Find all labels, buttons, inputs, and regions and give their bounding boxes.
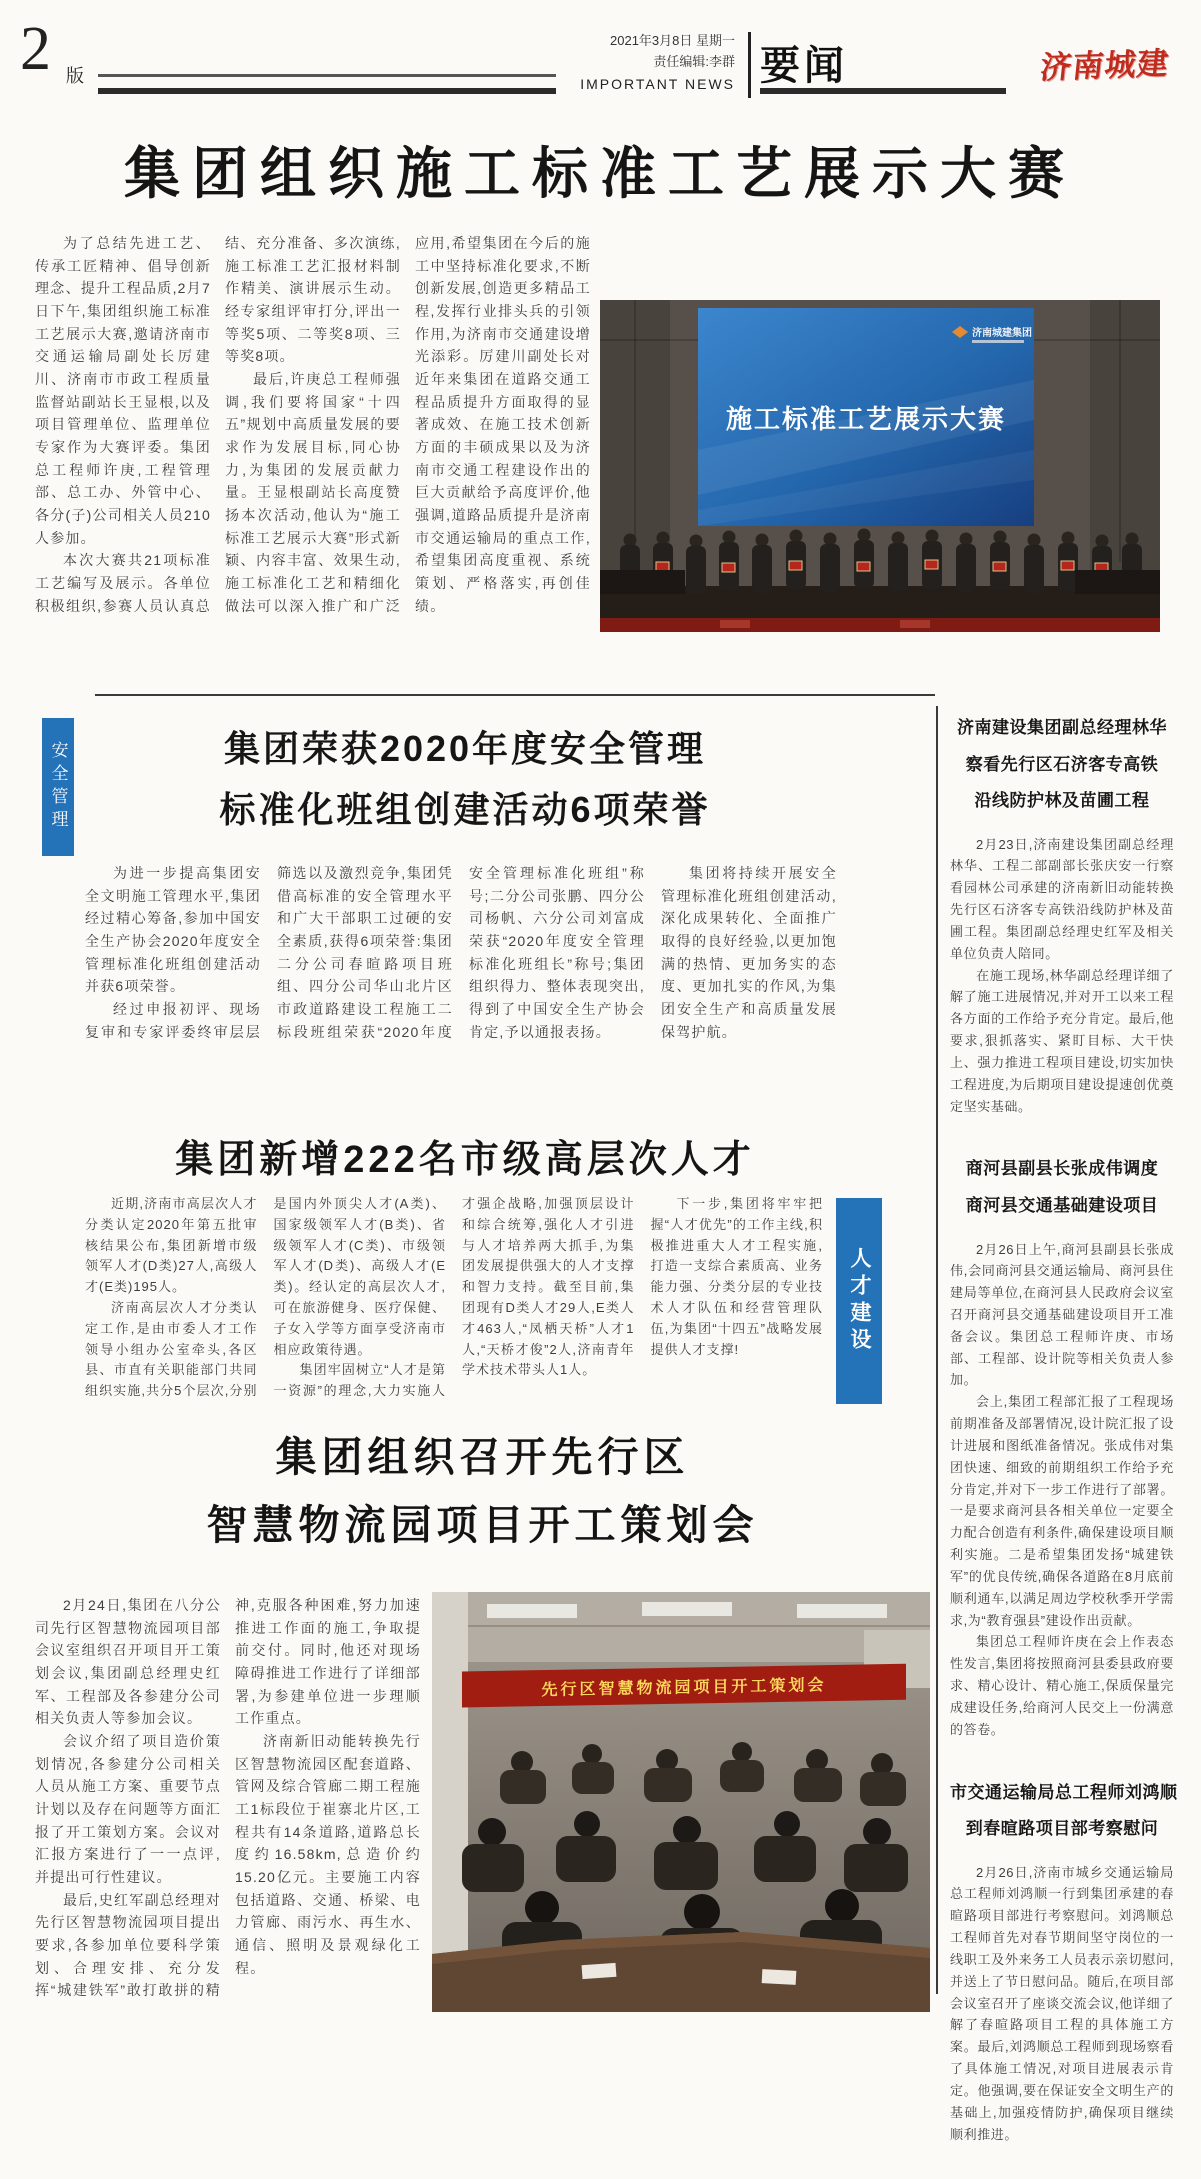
page-number: 2: [20, 15, 51, 83]
logistics-headline: [35, 1424, 930, 1559]
header-rule-right: [760, 88, 1006, 94]
paragraph: 2月26日上午,商河县副县长张成伟,会同商河县交通运输局、商河县住建局等单位,在商河县人民政府会议室召开商河县交通基础建设项目开工准备会议。集团总工程师许庚、市场部、工程部、设计院等相关负责人参加。: [950, 1241, 1174, 1388]
section-name-en: IMPORTANT NEWS: [580, 75, 735, 92]
safety-headline: [85, 718, 845, 840]
meeting-room-illustration: [432, 1592, 930, 2012]
meeting-room-photo: [432, 1592, 930, 2012]
paragraph: 2月23日,济南建设集团副总经理林华、工程二部副部长张庆安一行察看园林公司承建的济南新旧动能转换先行区石济客专高铁沿线防护林及苗圃工程。集团副总经理史红军及相关单位负责人陪同。: [950, 836, 1174, 961]
paragraph: 会议介绍了项目造价策划情况,各参建分公司相关人员从施工方案、重要节点计划以及存在问题等方面汇报了开工策划方案。会议对汇报方案进行了一一点评,并提出可行性建议。: [35, 1733, 221, 1886]
safety-headline-line: 集团荣获2020年度安全管理: [223, 728, 707, 769]
paragraph: 近期,济南市高层次人才分类认定2020年第五批审核结果公布,集团新增市级领军人才(D类)27人,高级人才(E类)195人。: [85, 1196, 258, 1295]
paragraph: 为了总结先进工艺、传承工匠精神、倡导创新理念、提升工程品质,2月7日下午,集团组织施工标准工艺展示大赛,邀请济南市交通运输局副处长厉建川、济南市市政工程质量监督站副站长王显根,以及项目管理单位、监理单位专家作为大赛评委。集团总工程师许庚,工程管理部、总工办、外管中心、各分(子)公司相关人员210人参加。: [35, 235, 211, 546]
paragraph: 会上,集团工程部汇报了工程现场前期准备及部署情况,设计院汇报了设计进展和图纸准备情况。张成伟对集团快速、细致的前期组织工作给予充分肯定,并对下一步工作进行了部署。一是要求商河县各相关单位一定要全力配合创造有利条件,确保建设项目顺利实施。二是希望集团发扬“城建铁军”的优良传统,确保各道路在8月底前顺利通车,以满足周边学校秋季开学需求,为“教育强县”建设作出贡献。: [950, 1394, 1174, 1628]
logistics-headline-line: 智慧物流园项目开工策划会: [206, 1501, 759, 1548]
right-column-divider: [936, 706, 938, 1994]
section-divider-horizontal: [95, 694, 935, 696]
right-article-shanghe: [950, 1151, 1174, 1740]
newspaper-masthead: 济南城建: [1038, 45, 1171, 86]
lead-article-body: [35, 232, 591, 684]
right-article-linhua-body: [950, 834, 1174, 1118]
section-name-cn: 要闻: [760, 44, 848, 88]
talent-headline: 集团新增222名市级高层次人才: [175, 1139, 755, 1181]
award-ceremony-illustration: [600, 300, 1160, 632]
headline-line: 商河县副县长张成伟调度: [965, 1159, 1159, 1179]
headline-line: 察看先行区石济客专高铁: [965, 754, 1159, 774]
award-ceremony-photo: [600, 300, 1160, 632]
led-banner-text: 先行区智慧物流园项目开工策划会: [541, 1677, 827, 1700]
logistics-headline-line: 集团组织召开先行区: [275, 1434, 690, 1480]
paragraph: 2月26日,济南市城乡交通运输局总工程师刘鸿顺一行到集团承建的春暄路项目部进行考察慰问。刘鸿顺总工程师首先对春节期间坚守岗位的一线职工及外来务工人员表示亲切慰问,并送上了节日慰问品。随后,在项目部会议室召开了座谈交流会议,他详细了解了春暄路项目工程的具体施工方案。最后,刘鸿顺总工程师到现场察看了具体施工情况,对项目进展表示肯定。他强调,要在保证安全文明生产的基础上,加强疫情防护,确保项目继续顺利推进。: [950, 1864, 1174, 2142]
right-article-liuhongshun-body: [950, 1862, 1174, 2146]
right-article-liuhongshun-headline: [950, 1775, 1178, 1848]
paragraph: 集团将持续开展安全管理标准化班组创建活动,深化成果转化、全面推广取得的良好经验,以更加饱满的热情、更加务实的态度、更加扎实的作风,为集团安全生产和高质量发展保驾护航。: [661, 865, 837, 1040]
talent-article-body: [85, 1194, 823, 1420]
right-column: [950, 710, 1178, 2179]
right-article-liuhongshun: [950, 1775, 1178, 2146]
paragraph: 集团牢固树立“人才是第一资源”的理念,大力实施人才强企战略,加强顶层设计和综合统筹,强化人才引进与人才培养两大抓手,为集团发展提供强大的人才支撑和智力支持。截至目前,集团现有D类人才29人,E类人才463人,“凤栖天桥”人才1人,“天桥才俊”2人,济南青年学术技术带头人1人。: [273, 1196, 635, 1399]
right-article-shanghe-body: [950, 1239, 1174, 1741]
paragraph: 最后,许庚总工程师强调,我们要将国家“十四五”规划中高质量发展的要求作为发展目标,同心协力,为集团的发展贡献力量。王显根副站长高度赞扬本次活动,他认为“施工标准工艺展示大赛”形式新颖、内容丰富、效果生动,施工标准化工艺和精细化做法可以深入推广和广泛应用,希望集团在今后的施工中坚持标准化要求,不断创新发展,创造更多精品工程,发挥行业排头兵的引领作用,为济南市交通建设增光添彩。厉建川副处长对近年来集团在道路交通工程品质提升方面取得的显著成效、在施工技术创新方面的丰硕成果以及为济南市交通工程建设作出的巨大贡献给予高度评价,他强调,道路品质提升是济南市交通运输局的重点工作,希望集团高度重视、系统策划、严格落实,再创佳绩。: [225, 235, 591, 614]
edition-date: 2021年3月8日 星期一: [610, 33, 735, 48]
right-article-shanghe-headline: [950, 1151, 1174, 1224]
paragraph: 为进一步提高集团安全文明施工管理水平,集团经过精心筹备,参加中国安全生产协会2020年度安全管理标准化班组创建活动并获6项荣誉。: [85, 865, 261, 995]
safety-article-body: [85, 862, 837, 1108]
edition-info: [455, 30, 735, 96]
page-number-label: 版: [66, 66, 84, 86]
paragraph: 2月24日,集团在八分公司先行区智慧物流园项目部会议室组织召开项目开工策划会议,集团副总经理史红军、工程部及各参建分公司相关负责人等参加会议。: [35, 1597, 221, 1727]
paragraph: 下一步,集团将牢牢把握“人才优先”的工作主线,积极推进重大人才工程实施,打造一支综合素质高、业务能力强、分类分层的专业技术人才队伍和经营管理队伍,为集团“十四五”战略发展提供人才支撑!: [650, 1196, 823, 1357]
paragraph: 经过申报初评、现场复审和专家评委终审层层筛选以及激烈竞争,集团凭借高标准的安全管理水平和广大干部职工过硬的安全素质,获得6项荣誉:集团二分公司春暄路项目班组、四分公司华山北片区市政道路建设工程施工二标段班组荣获“2020年度安全管理标准化班组”称号;二分公司张鹏、四分公司杨帆、六分公司刘富成荣获“2020年度安全管理标准化班组长”称号;集团组织得力、整体表现突出,得到了中国安全生产协会肯定,予以通报表扬。: [85, 865, 645, 1040]
headline-line: 商河县交通基础建设项目: [965, 1195, 1159, 1215]
headline-line: 到春暄路项目部考察慰问: [965, 1819, 1159, 1839]
paragraph: 济南高层次人才分类认定工作,是由市委人才工作领导小组办公室牵头,各区县、市直有关职能部门共同组织实施,共分5个层次,分别是国内外顶尖人才(A类)、国家级领军人才(B类)、省级领军人才(C类)、市级领军人才(D类)、高级人才(E类)。经认定的高层次人才,可在旅游健身、医疗保健、子女入学等方面享受济南市相应政策待遇。: [85, 1196, 446, 1399]
headline-line: 沿线防护林及苗圃工程: [974, 791, 1150, 811]
section-tab-safety: 安全管理: [42, 718, 74, 856]
headline-line: 济南建设集团副总经理林华: [957, 718, 1167, 737]
logistics-article-body: [35, 1594, 421, 2018]
paragraph: 济南新旧动能转换先行区智慧物流园区配套道路、管网及综合管廊二期工程施工1标段位于崔寨北片区,工程共有14条道路,道路总长度约16.58km,总造价约15.20亿元。主要施工内容包括道路、交通、桥梁、电力管廊、雨污水、再生水、通信、照明及景观绿化工程。: [235, 1733, 421, 1976]
right-article-linhua: [950, 710, 1174, 1117]
right-article-linhua-headline: [950, 710, 1174, 820]
paragraph: 最后,史红军副总经理对先行区智慧物流园项目提出要求,各参加单位要科学策划、合理安排、充分发挥“城建铁军”敢打敢拼的精神,克服各种困难,努力加速推进工作面的施工,争取提前交付。同时,他还对现场障碍推进工作进行了详细部署,为参建单位进一步理顺工作重点。: [35, 1597, 421, 1999]
ceiling-lights: [487, 1602, 887, 1618]
screen-title: 施工标准工艺展示大赛: [725, 404, 1007, 434]
edition-editor: 责任编辑:李群: [653, 54, 735, 70]
section-tab-talent: 人才建设: [836, 1198, 882, 1404]
screen-logo-text: 济南城建集团: [972, 328, 1032, 339]
safety-headline-line: 标准化班组创建活动6项荣誉: [219, 789, 711, 831]
headline-line: 市交通运输局总工程师刘鸿顺: [950, 1782, 1178, 1802]
paragraph: 集团总工程师许庚在会上作表态性发言,集团将按照商河县委县政府要求、精心设计、精心施工,保质保量完成建设任务,给商河人民交上一份满意的答卷。: [950, 1634, 1174, 1737]
lead-headline: 集团组织施工标准工艺展示大赛: [124, 142, 1076, 205]
header-vertical-divider: [748, 32, 751, 98]
paragraph: 本次大赛共21项标准工艺编写及展示。各单位积极组织,参赛人员认真总结、充分准备、多次演练,施工标准工艺汇报材料制作精美、演讲展示生动。经专家组评审打分,评出一等奖5项、二等奖8项、三等奖8项。: [35, 235, 401, 614]
paragraph: 在施工现场,林华副总经理详细了解了施工进展情况,并对开工以来工程各方面的工作给予充分肯定。最后,他要求,狠抓落实、紧盯目标、大干快上、强力推进工程项目建设,切实加快工程进度,为后期项目建设提速创优奠定坚实基础。: [950, 967, 1174, 1114]
